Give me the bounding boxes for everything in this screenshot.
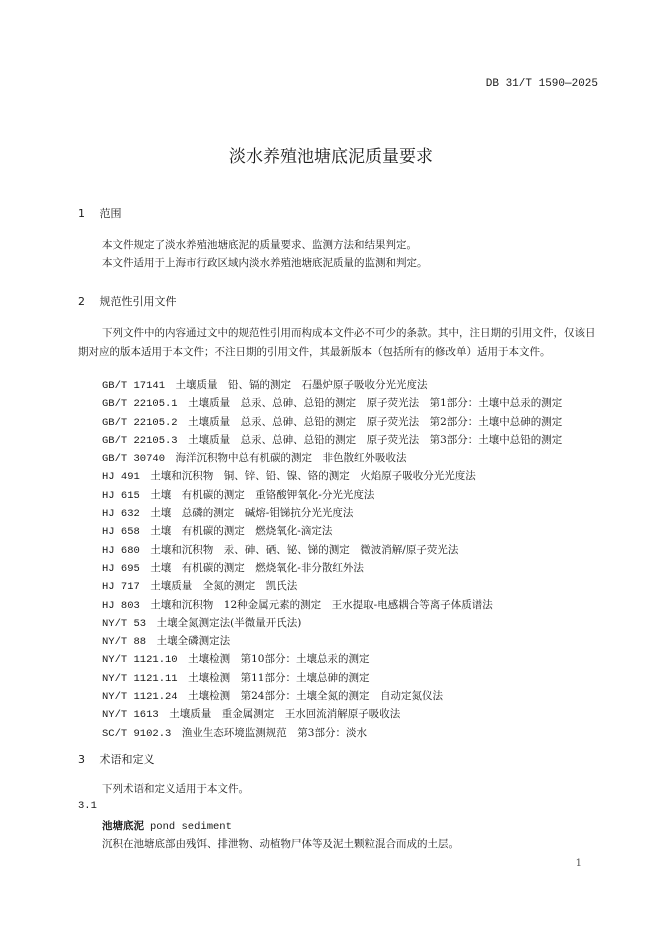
reference-item xyxy=(102,376,562,394)
reference-code: HJ 695 xyxy=(102,562,140,575)
page-number: 1 xyxy=(575,858,582,869)
term-name-en: pond sediment xyxy=(150,821,232,833)
section-3-heading xyxy=(78,751,155,767)
reference-item xyxy=(102,431,562,449)
reference-code: HJ 632 xyxy=(102,508,140,521)
reference-title: 土壤和沉积物 铜、锌、铅、镍、铬的测定 火焰原子吸收分光光度法 xyxy=(150,470,476,483)
standard-number: DB 31/T 1590—2025 xyxy=(485,78,598,90)
section-title: 规范性引用文件 xyxy=(99,295,177,308)
section-1-paragraph xyxy=(78,236,600,255)
section-1-heading xyxy=(78,205,122,221)
paragraph-text: 本文件适用于上海市行政区域内淡水养殖池塘底泥质量的监测和判定。 xyxy=(102,257,428,269)
reference-item xyxy=(102,559,562,577)
reference-item xyxy=(102,632,562,650)
reference-code: NY/T 53 xyxy=(102,617,147,630)
term-number: 3.1 xyxy=(78,800,97,812)
reference-code: GB/T 22105.1 xyxy=(102,398,178,411)
reference-item xyxy=(102,705,562,723)
reference-item xyxy=(102,687,562,705)
reference-code: GB/T 30740 xyxy=(102,453,166,466)
reference-title: 土壤质量 重金属测定 王水回流消解原子吸收法 xyxy=(169,708,401,721)
section-1-paragraph xyxy=(78,254,600,273)
reference-code: GB/T 22105.2 xyxy=(102,416,178,429)
reference-code: GB/T 17141 xyxy=(102,380,166,392)
paragraph-text: 下列文件中的内容通过文中的规范性引用而构成本文件必不可少的条款。其中，注日期的引用文件，仅该日期对应的版本适用于本文件；不注日期的引用文件，其最新版本（包括所有的修改单）适用于本文件。 xyxy=(78,327,596,358)
term-definition: 沉积在池塘底部由残饵、排泄物、动植物尸体等及泥土颗粒混合而成的土层。 xyxy=(102,838,459,850)
reference-item xyxy=(102,522,562,540)
reference-item xyxy=(102,394,562,412)
reference-title: 土壤 有机碳的测定 重铬酸钾氧化-分光光度法 xyxy=(150,488,375,501)
reference-code: HJ 717 xyxy=(102,581,140,594)
reference-code: NY/T 88 xyxy=(102,636,147,649)
reference-title: 渔业生态环境监测规范 第3部分：淡水 xyxy=(181,726,367,739)
reference-code: NY/T 1121.11 xyxy=(102,672,178,685)
reference-code: NY/T 1613 xyxy=(102,709,159,722)
term-heading xyxy=(102,818,232,833)
section-number: 3 xyxy=(78,753,85,766)
reference-title: 土壤质量 总汞、总砷、总铅的测定 原子荧光法 第3部分：土壤中总铅的测定 xyxy=(188,433,563,446)
reference-code: HJ 658 xyxy=(102,526,140,539)
reference-code: GB/T 22105.3 xyxy=(102,434,178,447)
reference-item xyxy=(102,614,562,632)
document-title: 淡水养殖池塘底泥质量要求 xyxy=(229,147,433,167)
section-number: 1 xyxy=(78,207,85,220)
section-2-heading xyxy=(78,293,177,309)
section-title: 范围 xyxy=(99,207,122,220)
reference-item xyxy=(102,504,562,522)
reference-title: 土壤质量 全氮的测定 凯氏法 xyxy=(150,580,298,593)
reference-title: 土壤 总磷的测定 碱熔-钼锑抗分光光度法 xyxy=(150,507,354,520)
reference-title: 土壤检测 第24部分：土壤全氮的测定 自动定氮仪法 xyxy=(188,690,443,703)
term-name-zh: 池塘底泥 xyxy=(102,820,144,832)
reference-list xyxy=(102,376,562,742)
reference-item xyxy=(102,650,562,668)
reference-title: 土壤和沉积物 12种金属元素的测定 王水提取-电感耦合等离子体质谱法 xyxy=(150,598,493,611)
reference-item xyxy=(102,486,562,504)
reference-title: 土壤质量 铅、镉的测定 石墨炉原子吸收分光光度法 xyxy=(175,379,428,391)
reference-item xyxy=(102,669,562,687)
reference-item xyxy=(102,577,562,595)
reference-item xyxy=(102,449,562,467)
reference-title: 土壤检测 第10部分：土壤总汞的测定 xyxy=(188,653,370,666)
reference-title: 海洋沉积物中总有机碳的测定 非色散红外吸收法 xyxy=(175,452,407,465)
section-title: 术语和定义 xyxy=(99,753,155,766)
reference-code: HJ 615 xyxy=(102,489,140,502)
reference-title: 土壤 有机碳的测定 燃烧氧化-滴定法 xyxy=(150,525,333,538)
section-2-intro xyxy=(78,324,600,362)
reference-code: SC/T 9102.3 xyxy=(102,727,172,740)
section-3-intro xyxy=(78,780,600,799)
reference-item xyxy=(102,413,562,431)
reference-code: NY/T 1121.24 xyxy=(102,691,178,704)
reference-title: 土壤和沉积物 汞、砷、硒、铋、锑的测定 微波消解/原子荧光法 xyxy=(150,543,459,556)
reference-item xyxy=(102,467,562,485)
reference-item xyxy=(102,541,562,559)
reference-title: 土壤质量 总汞、总砷、总铅的测定 原子荧光法 第1部分：土壤中总汞的测定 xyxy=(188,397,563,410)
paragraph-text: 下列术语和定义适用于本文件。 xyxy=(102,783,249,795)
reference-title: 土壤全氮测定法(半微量开氏法) xyxy=(156,616,302,629)
reference-item xyxy=(102,596,562,614)
reference-code: HJ 803 xyxy=(102,599,140,612)
reference-title: 土壤检测 第11部分：土壤总砷的测定 xyxy=(188,671,370,684)
reference-title: 土壤 有机碳的测定 燃烧氧化-非分散红外法 xyxy=(150,561,364,574)
reference-code: HJ 491 xyxy=(102,471,140,484)
reference-title: 土壤全磷测定法 xyxy=(156,635,231,648)
reference-code: NY/T 1121.10 xyxy=(102,654,178,667)
reference-code: HJ 680 xyxy=(102,544,140,557)
paragraph-text: 本文件规定了淡水养殖池塘底泥的质量要求、监测方法和结果判定。 xyxy=(102,239,417,251)
reference-title: 土壤质量 总汞、总砷、总铅的测定 原子荧光法 第2部分：土壤中总砷的测定 xyxy=(188,415,563,428)
section-number: 2 xyxy=(78,295,85,308)
reference-item xyxy=(102,724,562,742)
